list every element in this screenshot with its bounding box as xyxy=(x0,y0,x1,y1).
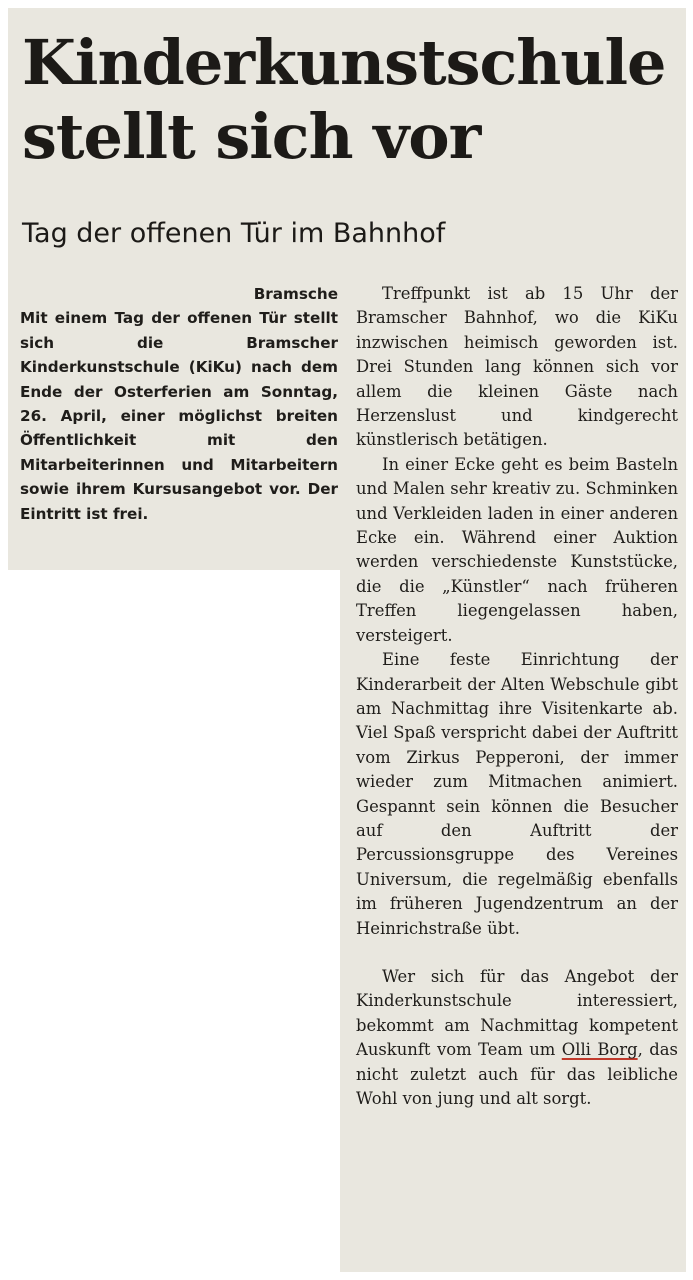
subheadline: Tag der offenen Tür im Bahnhof xyxy=(22,218,446,249)
closing-text-start: Wer sich für das Angebot der Kinderkunstschule interessiert, bekommt am Nachmittag kompetent Auskunft vom Team um xyxy=(356,966,678,1060)
closing-text-end: , das nicht zuletzt auch für das leibliche Wohl von jung und alt sorgt. xyxy=(356,1040,678,1108)
dateline-location: Bramsche xyxy=(253,285,338,303)
closing-paragraph xyxy=(356,965,678,1111)
body-paragraph: Eine feste Einrichtung der Kinderarbeit der Alten Webschule gibt am Nachmittag ihre Visitenkarte ab. Viel Spaß verspricht dabei der Auftritt vom Zirkus Pepperoni, der immer wieder zum Mitmachen animiert. Gespannt sein können die Besucher auf den Auftritt der Percussionsgruppe des Vereines Universum, die regelmäßig ebenfalls im früheren Jugendzentrum an der Heinrichstraße übt. xyxy=(356,650,678,938)
article-body xyxy=(356,282,678,1111)
underlined-name: Olli Borg xyxy=(561,1040,638,1060)
lead-text: Mit einem Tag der offenen Tür stellt sich die Bramscher Kinderkunstschule (KiKu) nach dem Ende der Osterferien am Sonntag, 26. April, einer möglichst breiten Öffentlichkeit mit den Mitarbeiterinnen und Mitarbeitern sowie ihrem Kursusangebot vor. Der Eintritt ist frei. xyxy=(20,309,338,523)
body-paragraph: In einer Ecke geht es beim Basteln und Malen sehr kreativ zu. Schminken und Verkleiden laden in einer anderen Ecke ein. Während einer Auktion werden verschiedenste Kunststücke, die die „Künstler“ nach früheren Treffen liegengelassen haben, versteigert. xyxy=(356,454,678,645)
lead-paragraph xyxy=(20,282,338,526)
headline: Kinderkunstschule stellt sich vor xyxy=(22,26,666,173)
body-paragraph: Treffpunkt ist ab 15 Uhr der Bramscher Bahnhof, wo die KiKu inzwischen heimisch geworden ist. Drei Stunden lang können sich vor allem die kleinen Gäste nach Herzenslust und kindgerecht künstlerisch betätigen. xyxy=(356,284,678,450)
